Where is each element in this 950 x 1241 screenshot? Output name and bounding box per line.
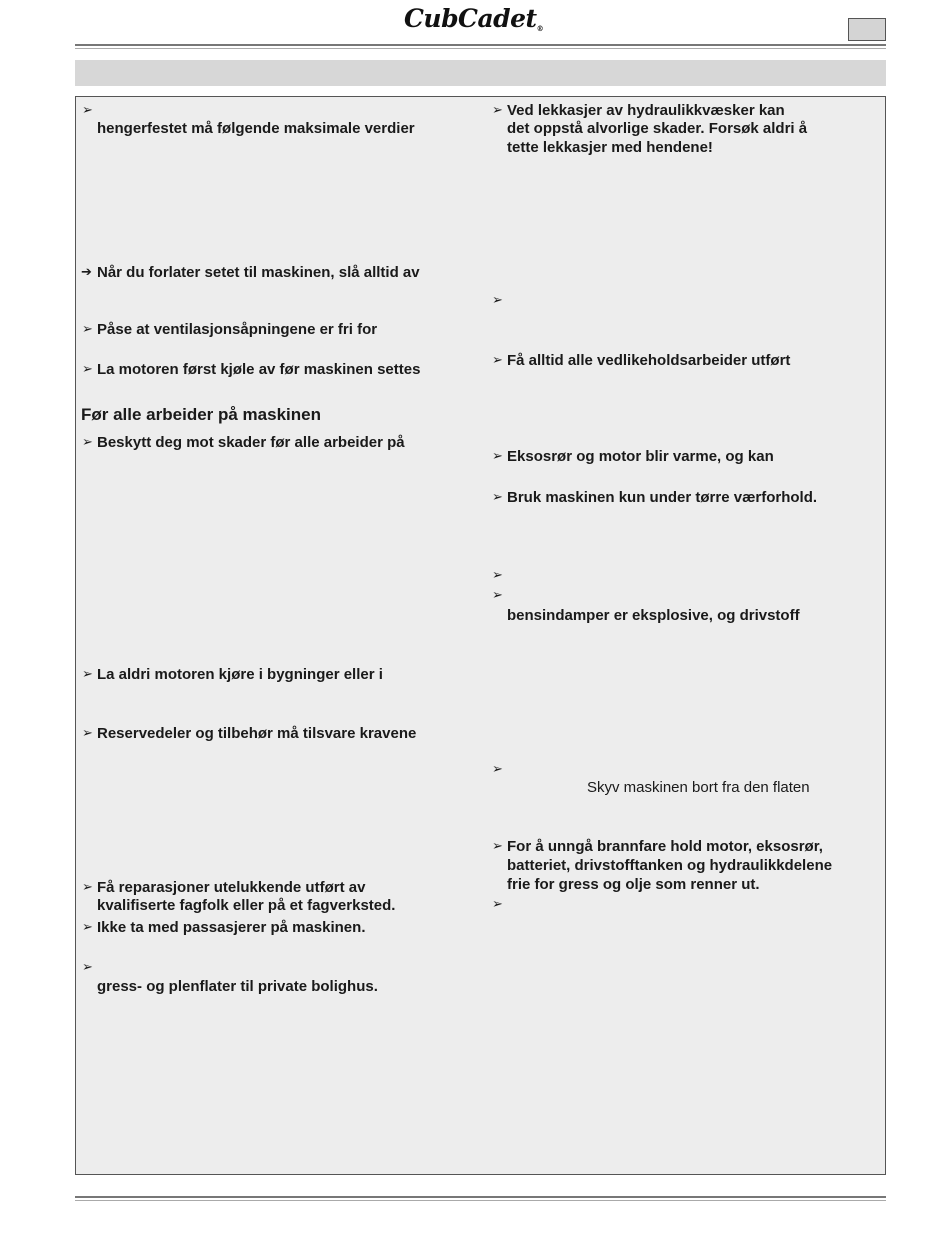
bullet-icon: ➢: [492, 762, 503, 777]
brand-logo: [404, 4, 543, 33]
bullet-icon: ➢: [492, 839, 503, 854]
bullet-icon: ➢: [82, 880, 93, 895]
bullet-icon: ➢: [82, 920, 93, 935]
section-title-band: [75, 60, 886, 86]
bullet-icon: ➢: [82, 435, 93, 450]
right-text-7b: batteriet, drivstofftanken og hydraulikkdelene: [507, 857, 833, 874]
left-text-1: hengerfestet må følgende maksimale verdier: [97, 120, 415, 137]
footer-rule: [75, 1196, 886, 1198]
left-text-4: La motoren først kjøle av før maskinen settes: [97, 361, 421, 378]
bullet-icon: ➢: [82, 362, 93, 377]
bullet-icon: ➢: [492, 568, 503, 583]
bullet-icon: ➢: [82, 726, 93, 741]
left-text-9: Ikke ta med passasjerer på maskinen.: [97, 919, 366, 936]
bullet-icon: ➢: [82, 667, 93, 682]
left-text-8b: kvalifiserte fagfolk eller på et fagverksted.: [97, 897, 396, 914]
right-text-5: bensindamper er eksplosive, og drivstoff: [507, 607, 800, 624]
bullet-icon: ➢: [82, 103, 93, 118]
right-text-3: Eksosrør og motor blir varme, og kan: [507, 448, 774, 465]
left-text-10: gress- og plenflater til private bolighus.: [97, 978, 378, 995]
right-text-7c: frie for gress og olje som renner ut.: [507, 876, 760, 893]
page-number-box: [848, 18, 886, 41]
content-frame: [75, 96, 886, 1175]
bullet-icon: ➢: [492, 103, 503, 118]
registered-mark: ®: [536, 24, 544, 33]
bullet-icon: ➢: [492, 490, 503, 505]
left-text-8a: Få reparasjoner utelukkende utført av: [97, 879, 366, 896]
section-heading: Før alle arbeider på maskinen: [81, 405, 321, 424]
left-text-5: Beskytt deg mot skader før alle arbeider på: [97, 434, 405, 451]
left-text-6: La aldri motoren kjøre i bygninger eller i: [97, 666, 383, 683]
right-text-1a: Ved lekkasjer av hydraulikkvæsker kan: [507, 102, 785, 119]
bullet-icon: ➢: [82, 960, 93, 975]
right-text-2: Få alltid alle vedlikeholdsarbeider utført: [507, 352, 791, 369]
bullet-icon: ➢: [492, 353, 503, 368]
left-text-3: Påse at ventilasjonsåpningene er fri for: [97, 321, 378, 338]
right-text-4: Bruk maskinen kun under tørre værforhold.: [507, 489, 818, 506]
bullet-icon: ➢: [492, 588, 503, 603]
bullet-icon: ➢: [492, 293, 503, 308]
left-text-2: Når du forlater setet til maskinen, slå alltid av: [97, 264, 420, 281]
header-rule-thin: [75, 48, 886, 49]
footer-rule-thin: [75, 1200, 886, 1201]
bullet-icon: ➢: [492, 449, 503, 464]
right-text-1b: det oppstå alvorlige skader. Forsøk aldri å: [507, 120, 808, 137]
bullet-icon: ➢: [492, 897, 503, 912]
header-rule: [75, 44, 886, 46]
left-text-7: Reservedeler og tilbehør må tilsvare kravene: [97, 725, 417, 742]
bullet-icon: ➢: [82, 322, 93, 337]
arrow-bullet-icon: ➔: [81, 265, 92, 280]
right-text-6: Skyv maskinen bort fra den flaten: [587, 779, 810, 796]
right-text-1c: tette lekkasjer med hendene!: [507, 139, 713, 156]
logo-text: CubCadet: [404, 4, 537, 33]
right-text-7a: For å unngå brannfare hold motor, eksosrør,: [507, 838, 823, 855]
